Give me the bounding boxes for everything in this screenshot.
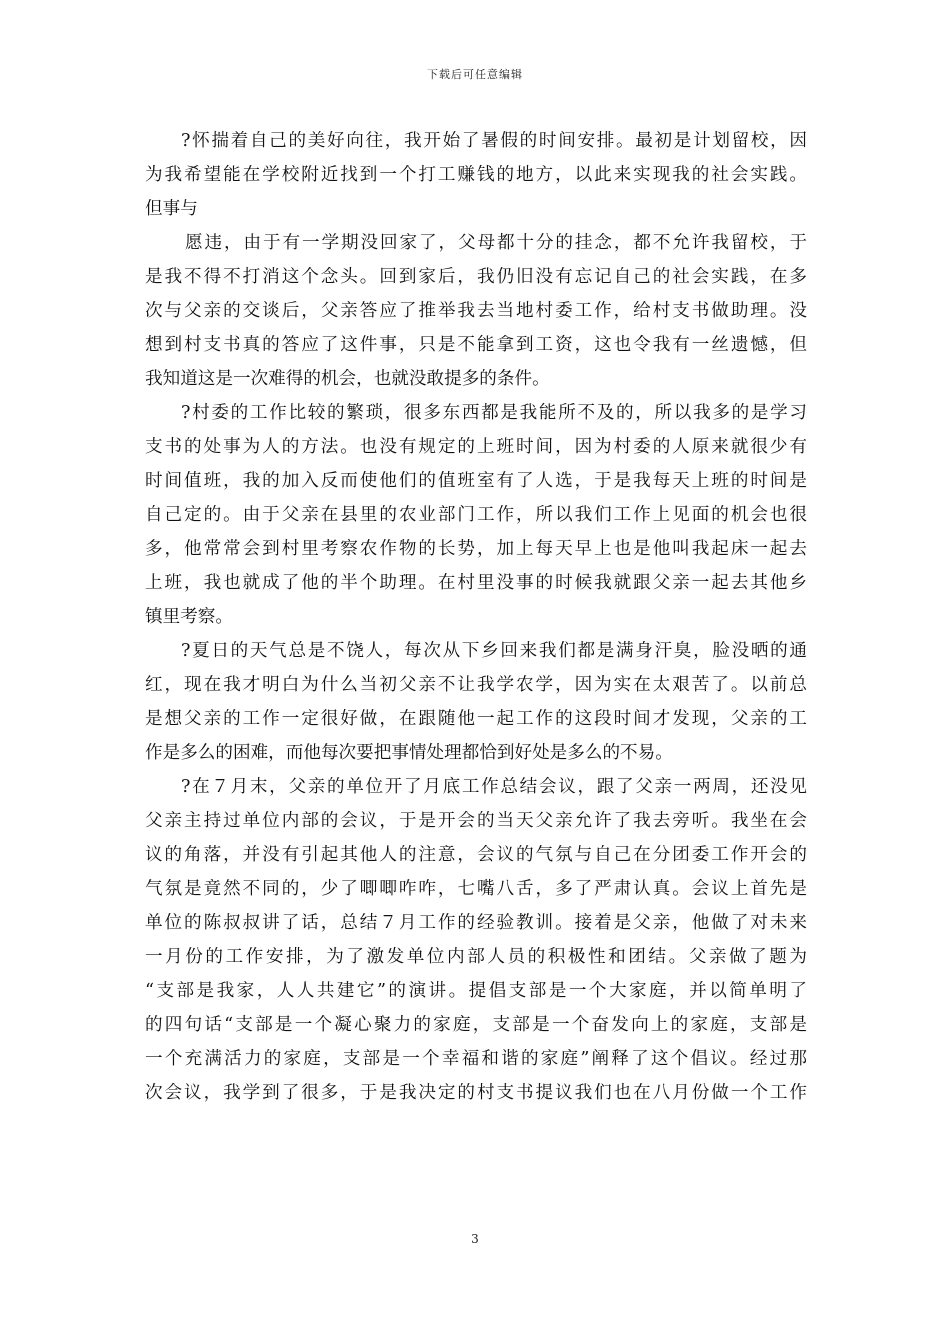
text-line: 单位的陈叔叔讲了话，总结７月工作的经验教训。接着是父亲，他做了对未来	[145, 913, 807, 933]
text-line: ?夏日的天气总是不饶人，每次从下乡回来我们都是满身汗臭，脸没晒的通	[181, 641, 807, 661]
text-line: 支书的处事为人的方法。也没有规定的上班时间，因为村委的人原来就很少有	[145, 437, 807, 457]
text-line: 红，现在我才明白为什么当初父亲不让我学农学，因为实在太艰苦了。以前总	[145, 675, 807, 695]
text-line: 次会议，我学到了很多，于是我决定的村支书提议我们也在八月份做一个工作	[145, 1083, 807, 1103]
text-line: 镇里考察。	[145, 607, 233, 627]
page-number: 3	[471, 1232, 479, 1246]
text-line: “支部是我家，人人共建它”的演讲。提倡支部是一个大家庭，并以简单明了	[145, 981, 807, 1001]
text-line: 作是多么的困难，而他每次要把事情处理都恰到好处是多么的不易。	[145, 743, 673, 763]
text-line: 多，他常常会到村里考察农作物的长势，加上每天早上也是他叫我起床一起去	[145, 539, 807, 559]
text-line: 时间值班，我的加入反而使他们的值班室有了人选，于是我每天上班的时间是	[145, 471, 807, 491]
text-line: 为我希望能在学校附近找到一个打工赚钱的地方，以此来实现我的社会实践。	[145, 165, 807, 185]
text-line: 气氛是竟然不同的，少了唧唧咋咋，七嘴八舌，多了严肃认真。会议上首先是	[145, 879, 807, 899]
text-line: 想到村支书真的答应了这件事，只是不能拿到工资，这也令我有一丝遗憾，但	[145, 335, 807, 355]
page-header: 下载后可任意编辑	[427, 68, 523, 81]
text-line: 愿违，由于有一学期没回家了，父母都十分的挂念，都不允许我留校，于	[185, 233, 807, 253]
text-line: 我知道这是一次难得的机会，也就没敢提多的条件。	[145, 369, 550, 389]
text-line: 的四句话“支部是一个凝心聚力的家庭，支部是一个奋发向上的家庭，支部是	[145, 1015, 807, 1035]
text-line: 但事与	[145, 199, 198, 219]
text-line: 父亲主持过单位内部的会议，于是开会的当天父亲允许了我去旁听。我坐在会	[145, 811, 807, 831]
text-line: 自己定的。由于父亲在县里的农业部门工作，所以我们工作上见面的机会也很	[145, 505, 807, 525]
text-line: ?在７月末，父亲的单位开了月底工作总结会议，跟了父亲一两周，还没见	[181, 777, 807, 797]
text-line: ?村委的工作比较的繁琐，很多东西都是我能所不及的，所以我多的是学习	[181, 403, 807, 423]
body-text	[145, 124, 807, 1110]
text-line: ?怀揣着自己的美好向往，我开始了暑假的时间安排。最初是计划留校，因	[181, 131, 807, 151]
text-line: 次与父亲的交谈后，父亲答应了推举我去当地村委工作，给村支书做助理。没	[145, 301, 807, 321]
text-line: 一月份的工作安排，为了激发单位内部人员的积极性和团结。父亲做了题为	[145, 947, 807, 967]
text-line: 是想父亲的工作一定很好做，在跟随他一起工作的这段时间才发现，父亲的工	[145, 709, 807, 729]
text-line: 一个充满活力的家庭，支部是一个幸福和谐的家庭”阐释了这个倡议。经过那	[145, 1049, 807, 1069]
text-line: 上班，我也就成了他的半个助理。在村里没事的时候我就跟父亲一起去其他乡	[145, 573, 807, 593]
text-line: 议的角落，并没有引起其他人的注意，会议的气氛与自己在分团委工作开会的	[145, 845, 807, 865]
text-line: 是我不得不打消这个念头。回到家后，我仍旧没有忘记自己的社会实践，在多	[145, 267, 807, 287]
